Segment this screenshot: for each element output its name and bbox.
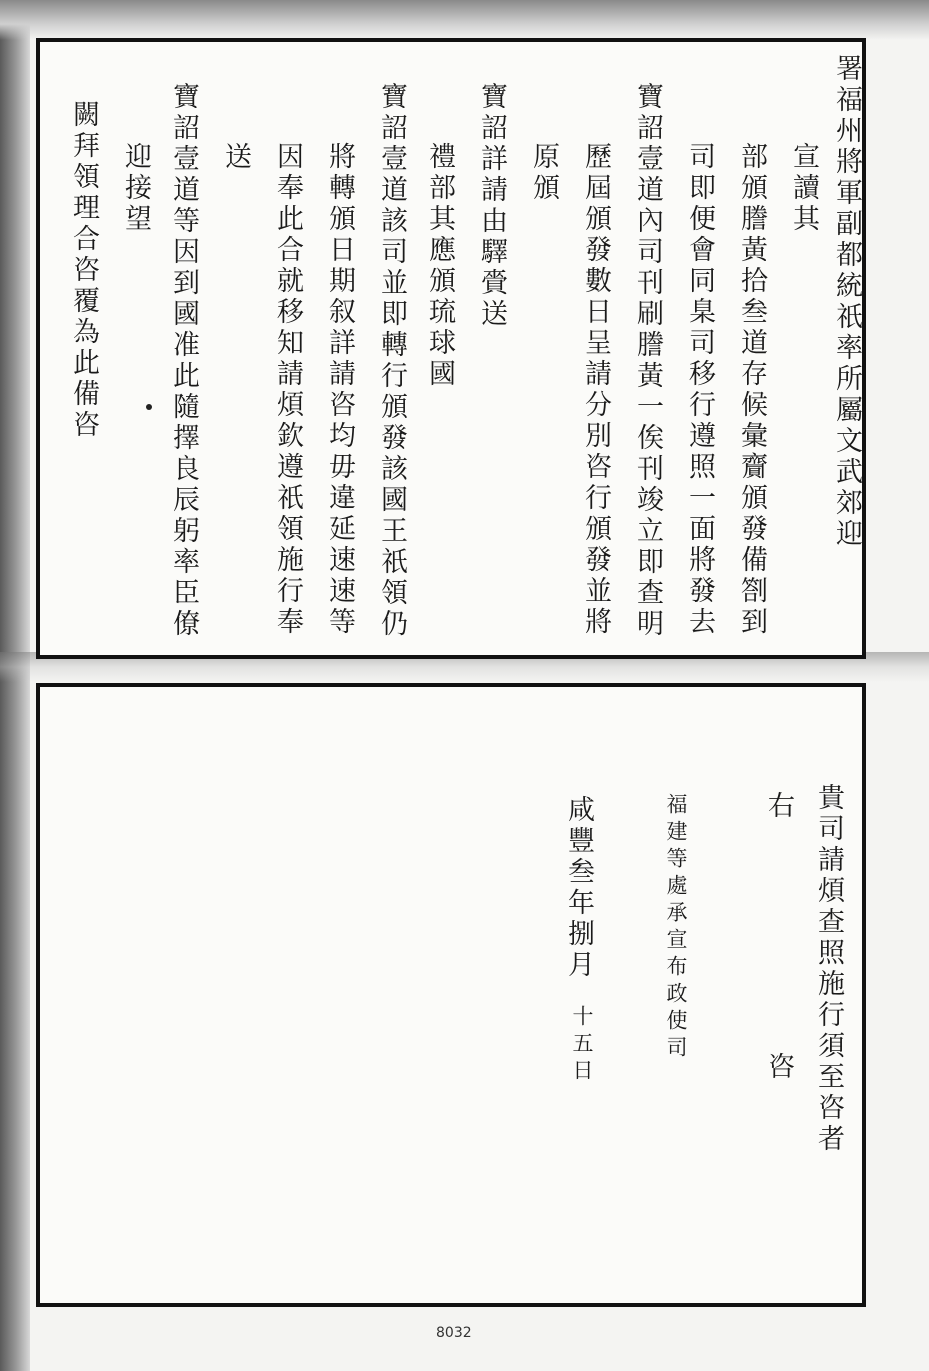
text-column: 右: [763, 791, 794, 822]
document-panel-bottom: [36, 683, 866, 1307]
text-column: 咨: [763, 1052, 794, 1083]
text-column: 部頒謄黃拾叁道存候彙齎頒發備劄到: [736, 142, 767, 638]
text-column: 因奉此合就移知請煩欽遵祇領施行奉: [272, 142, 303, 638]
text-column: 原頒: [528, 142, 559, 204]
text-column: 寶詔壹道內司刊刷謄黃一俟刊竣立即查明: [632, 82, 663, 640]
text-column: 禮部其應頒琉球國: [424, 142, 455, 390]
book-spine-shadow: [0, 0, 30, 1371]
top-edge-shadow: [0, 0, 929, 40]
text-column: 寶詔壹道該司並即轉行頒發該國王祇領仍: [376, 82, 407, 640]
text-column: 將轉頒日期叙詳請咨均毋違延速速等: [324, 142, 355, 638]
text-column: 寶詔壹道等因到國准此隨擇良辰躬率臣僚: [168, 82, 199, 640]
text-column: 貴司請煩查照施行須至咨者: [813, 783, 844, 1155]
text-column: 署福州將軍副都統祇率所屬文武郊迎: [831, 54, 862, 550]
text-column: 送: [220, 142, 251, 173]
page-number: 8032: [436, 1325, 472, 1341]
text-column: 寶詔詳請由驛賫送: [476, 82, 507, 330]
ink-mark: [146, 404, 152, 410]
text-column: 闕拜領理合咨覆為此備咨: [68, 100, 99, 441]
text-column: 歷屆頒發數日呈請分別咨行頒發並將: [580, 142, 611, 638]
text-column: 福建等處承宣布政使司: [664, 793, 688, 1063]
date-day-column: 十五日: [570, 1005, 594, 1086]
text-column: 迎接望: [120, 142, 151, 235]
text-column: 宣讀其: [788, 142, 819, 235]
text-column: 司即便會同臬司移行遵照一面將發去: [684, 142, 715, 638]
document-panel-top: [36, 38, 866, 659]
date-column: 咸豐叁年捌月: [563, 795, 594, 981]
